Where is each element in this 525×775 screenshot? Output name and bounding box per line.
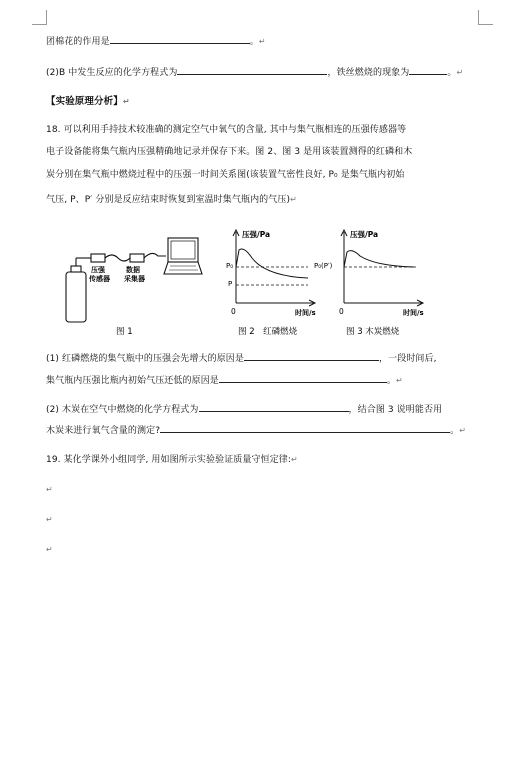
pressure-curve: [344, 251, 414, 267]
answer-blank[interactable]: [409, 66, 447, 75]
q18-line-2: 电子设备能将集气瓶内压强精确地记录并保存下来。图 2、图 3 是用该装置测得的红磷和木: [46, 147, 413, 157]
cable: [144, 253, 166, 258]
data-collector-box: [130, 254, 144, 262]
answer-blank[interactable]: [177, 66, 327, 75]
label-data: 数据: [126, 266, 140, 274]
paragraph-mark: ↵: [258, 37, 266, 46]
graph-2-y-label: 压强/Pa: [242, 230, 271, 239]
section-heading: 【实验原理分析】↵: [46, 96, 130, 107]
line-q2-equation: (2)B 中发生反应的化学方程式为 ，铁丝燃烧的现象为 。↵: [46, 68, 464, 78]
answer-blank[interactable]: [160, 424, 450, 433]
graph-red-phosphorus: [233, 230, 315, 306]
answer-blank[interactable]: [199, 403, 349, 412]
graph-charcoal: [341, 230, 423, 306]
label-sensor: 传感器: [89, 275, 110, 283]
bottle-stopper: [71, 266, 81, 272]
figure-2-caption: 图 2 红磷燃烧: [238, 327, 298, 337]
graph-2-origin: 0: [231, 307, 236, 316]
paragraph-mark: ↵: [122, 97, 130, 106]
q18-1-line-1: (1) 红磷燃烧的集气瓶中的压强会先增大的原因是 ，一段时间后,: [46, 354, 437, 364]
figures-svg: [46, 228, 466, 340]
q18-line-1: 18. 可以利用手持技术较准确的测定空气中氧气的含量, 其中与集气瓶相连的压强传感器等: [46, 125, 407, 135]
crop-mark-top-right: [478, 10, 493, 25]
q18-1-line-2: 集气瓶内压强比瓶内初始气压还低的原因是 。↵: [46, 376, 403, 386]
answer-blank[interactable]: [219, 374, 387, 383]
graph-3-p0-label: P₀(P′): [314, 262, 333, 270]
paragraph-mark: ↵: [456, 68, 464, 77]
empty-paragraph-mark: ↵: [46, 485, 53, 494]
figure-1-caption: 图 1: [116, 327, 133, 337]
graph-2-p0-label: P₀: [226, 262, 234, 270]
cable: [105, 255, 130, 261]
crop-mark-top-left: [32, 10, 47, 25]
figure-group: [46, 228, 466, 340]
q18-line-4: 气压, P、P′ 分别是反应结束时恢复到室温时集气瓶内的气压)↵: [46, 195, 297, 205]
label-pressure: 压强: [91, 266, 105, 274]
figure-3-caption: 图 3 木炭燃烧: [346, 327, 400, 337]
line-cotton-role: 团棉花的作用是 。↵: [46, 37, 266, 47]
paragraph-mark: ↵: [459, 426, 466, 435]
question-text: (2)B 中发生反应的化学方程式为: [46, 68, 178, 78]
pressure-curve: [236, 249, 308, 278]
q18-line-3: 炭分别在集气瓶中燃烧过程中的压强一时间关系图(该装置气密性良好, P₀ 是集气瓶内初始: [46, 170, 405, 180]
graph-2-p-label: P: [228, 280, 233, 288]
laptop-display: [171, 241, 195, 259]
paragraph-mark: ↵: [396, 376, 403, 385]
q18-2-line-2: 木炭来进行氧气含量的测定? 。↵: [46, 426, 466, 436]
q19-line: 19. 某化学课外小组同学, 用如图所示实验验证质量守恒定律:↵: [46, 455, 298, 465]
empty-paragraph-mark: ↵: [46, 515, 53, 524]
paragraph-mark: ↵: [290, 195, 297, 204]
question-text: ，铁丝燃烧的现象为: [327, 68, 410, 78]
q18-2-line-1: (2) 木炭在空气中燃烧的化学方程式为 ，结合图 3 说明能否用: [46, 405, 443, 415]
label-collector: 采集器: [124, 275, 145, 283]
answer-blank[interactable]: [244, 352, 379, 361]
empty-paragraph-mark: ↵: [46, 545, 53, 554]
question-text: 团棉花的作用是: [46, 37, 110, 47]
answer-blank[interactable]: [110, 35, 250, 44]
graph-3-y-label: 压强/Pa: [350, 230, 379, 239]
laptop-keyboard: [164, 262, 202, 274]
gas-collecting-bottle: [66, 272, 86, 322]
graph-3-x-label: 时间/s: [403, 309, 424, 317]
pressure-sensor-box: [91, 254, 105, 262]
paragraph-mark: ↵: [291, 455, 298, 464]
graph-3-origin: 0: [339, 307, 344, 316]
graph-2-x-label: 时间/s: [295, 309, 316, 317]
